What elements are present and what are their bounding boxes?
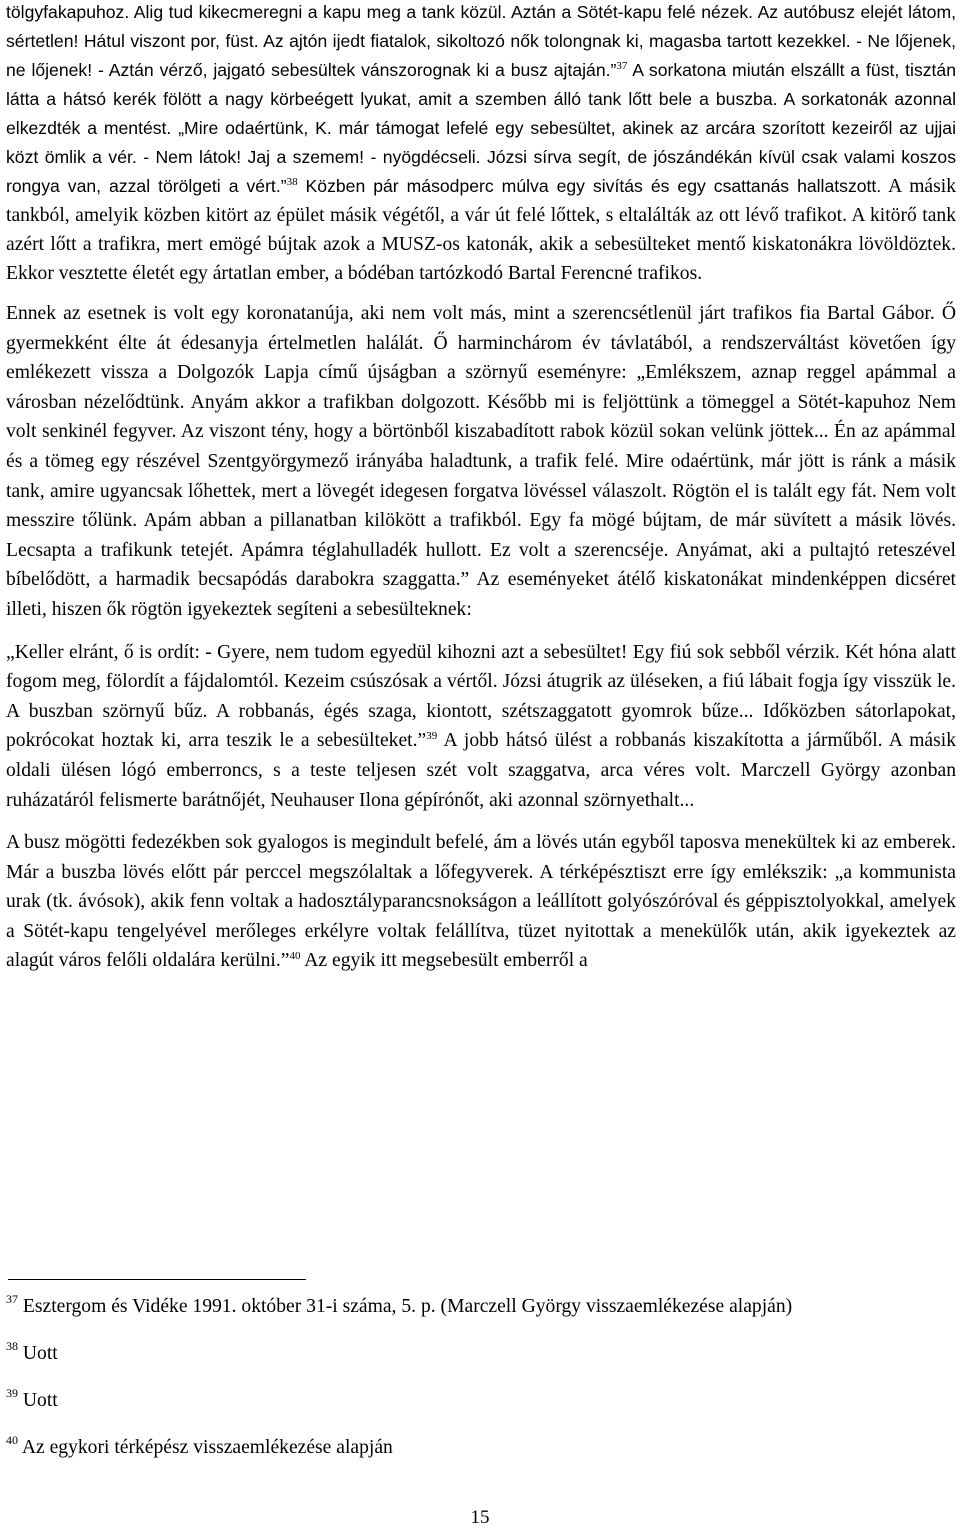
footnote-ref-39[interactable]: 39 [426, 730, 438, 743]
paragraph-3-text-a: „Keller elránt, ő is ordít: - Gyere, nem tudom egyedül kihozni azt a sebesültet! Egy fiú sok sebből vérzik. Két hóna alatt fogom meg, fölordít a fájdalomtól. Kezeim csúszósak a vértől. Józsi átugrik az üléseken, a fiú lábait fogja így visszük le. A buszban szörnyű bűz. A robbanás, égés szaga, kiontott, szétszaggatott gyomrok bűze... Időközben sátorlapokat, pokrócokat hoztak ki, arra teszik le a sebesülteket.” [6, 641, 956, 752]
paragraph-1-text-b: A sorkatona miután elszállt a füst, tisztán látta a hátsó kerék fölött a nagy körbeégett lyukat, amit a szemben álló tank lőtt bele a buszba. A sorkatonák azonnal elkezdték a mentést. „Mire odaértünk, K. már támogat lefelé egy sebesültet, akinek az arcára szorított kezeiről az ujjai közt ömlik a vér. - Nem látok! Jaj a szemem! - nyögdécseli. Józsi sírva segít, de jószándékán kívül csak valami koszos rongya van, azzal törölgeti a vért.” [6, 60, 956, 196]
paragraph-1-text-d: A másik tankból, amelyik közben kitört az épület másik végétől, a vár út felé lőttek, s eltalálták az ott lévő trafikot. A kitörő tank azért lőtt a trafikra, mert emögé bújtak azok a MUSZ-os katonák, akik a sebesülteket mentő kiskatonákra lövöldöztek. Ekkor vesztette életét egy ártatlan ember, a bódéban tartózkodó Bartal Ferencné trafikos. [6, 176, 956, 284]
paragraph-3-text-b: A jobb hátsó ülést a robbanás kiszakította a járműből. A másik oldali ülésen lógó emberroncs, s a teste teljesen szét volt szaggatva, arca véres volt. Marczell György azonban ruházatáról felismerte barátnőjét, Neuhauser Ilona gépírónőt, aki azonnal szörnyethalt... [6, 730, 956, 811]
footnote-ref-38[interactable]: 38 [286, 176, 298, 188]
paragraph-1 [6, 0, 956, 288]
footnote-number: 37 [6, 1292, 18, 1306]
footnote-39 [6, 1386, 58, 1412]
footnote-ref-37[interactable]: 37 [616, 60, 628, 72]
footnote-ref-40[interactable]: 40 [289, 950, 301, 963]
footnote-number: 39 [6, 1386, 18, 1400]
footnote-37 [6, 1292, 793, 1318]
paragraph-1-text-c: Közben pár másodperc múlva egy sivítás és egy csattanás hallatszott. [297, 176, 882, 196]
page-body [6, 0, 956, 976]
footnote-number: 38 [6, 1339, 18, 1353]
paragraph-2 [6, 299, 956, 625]
footnote-text: Esztergom és Vidéke 1991. október 31-i száma, 5. p. (Marczell György visszaemlékezése alapján) [22, 1296, 793, 1317]
footnote-40 [6, 1433, 393, 1459]
paragraph-4-text-a: A busz mögötti fedezékben sok gyalogos is megindult befelé, ám a lövés után egyből taposva menekültek ki az emberek. Már a buszba lövés előtt pár perccel megszólaltak a lőfegyverek. A térképésztiszt erre így emlékszik: „a kommunista urak (tk. ávósok), akik fenn voltak a hadosztályparancsnokságon a leállított golyószóróval és géppisztolyokkal, amelyek a Sötét-kapu tengelyével merőleges erkélyre voltak felállítva, tüzet nyitottak a menekülők után, akik igyekeztek az alagút város felőli oldalára kerülni.” [6, 832, 956, 972]
paragraph-3-quote [6, 638, 956, 816]
paragraph-1-text-a: tölgyfakapuhoz. Alig tud kikecmeregni a kapu meg a tank közül. Aztán a Sötét-kapu felé nézek. Az autóbusz elejét látom, sértetlen! Hátul viszont por, füst. Az ajtón ijedt fiatalok, sikoltozó nők tolongnak ki, magasba tartott kezekkel. - Ne lőjenek, ne lőjenek! - Aztán vérző, jajgató sebesültek vánszorognak ki a busz ajtaján.” [6, 2, 956, 80]
footnote-text: Uott [22, 1390, 58, 1411]
footnote-text: Uott [22, 1343, 58, 1364]
footnote-text: Az egykori térképész visszaemlékezése alapján [21, 1437, 393, 1458]
paragraph-4 [6, 828, 956, 976]
footnote-number: 40 [6, 1433, 18, 1447]
page-number: 15 [470, 1507, 490, 1528]
footnote-38 [6, 1339, 58, 1365]
paragraph-2-text: Ennek az esetnek is volt egy koronatanúja, aki nem volt más, mint a szerencsétlenül járt trafikos fia Bartal Gábor. Ő gyermekként élte át édesanyja értelmetlen halálát. Ő harminchárom év távlatából, a rendszerváltást követően így emlékezett vissza a Dolgozók Lapja című újságban a szörnyű eseményre: „Emlékszem, aznap reggel apámmal a városban nézelődtünk. Anyám akkor a trafikban dolgozott. Később mi is feljöttünk a tömeggel a Sötét-kapuhoz Nem volt senkinél fegyver. Az viszont tény, hogy a börtönből kiszabadított rabok közül sokan velünk jöttek... Én az apámmal és a tömeg egy részével Szentgyörgymező irányába haladtunk, a trafik felé. Mire odaértünk, már jött is ránk a másik tank, amire ugyancsak lőhettek, mert a lövegét idegesen forgatva lövéssel válaszolt. Rögtön el is talált egy fát. Nem volt messzire tőlünk. Apám abban a pillanatban kilökött a trafikból. Egy fa mögé bújtam, de már süvített a másik lövés. Lecsapta a trafikunk tetejét. Apámra téglahulladék hullott. Ez volt a szerencséje. Anyámat, aki a pultajtó reteszével bíbelődött, a harmadik becsapódás darabokra szaggatta.” Az eseményeket átélő kiskatonákat mindenképpen dicséret illeti, hiszen ők rögtön igyekeztek segíteni a sebesülteknek: [6, 303, 956, 620]
footnote-divider [8, 1279, 306, 1280]
paragraph-4-text-b: Az egyik itt megsebesült emberről a [300, 950, 588, 972]
